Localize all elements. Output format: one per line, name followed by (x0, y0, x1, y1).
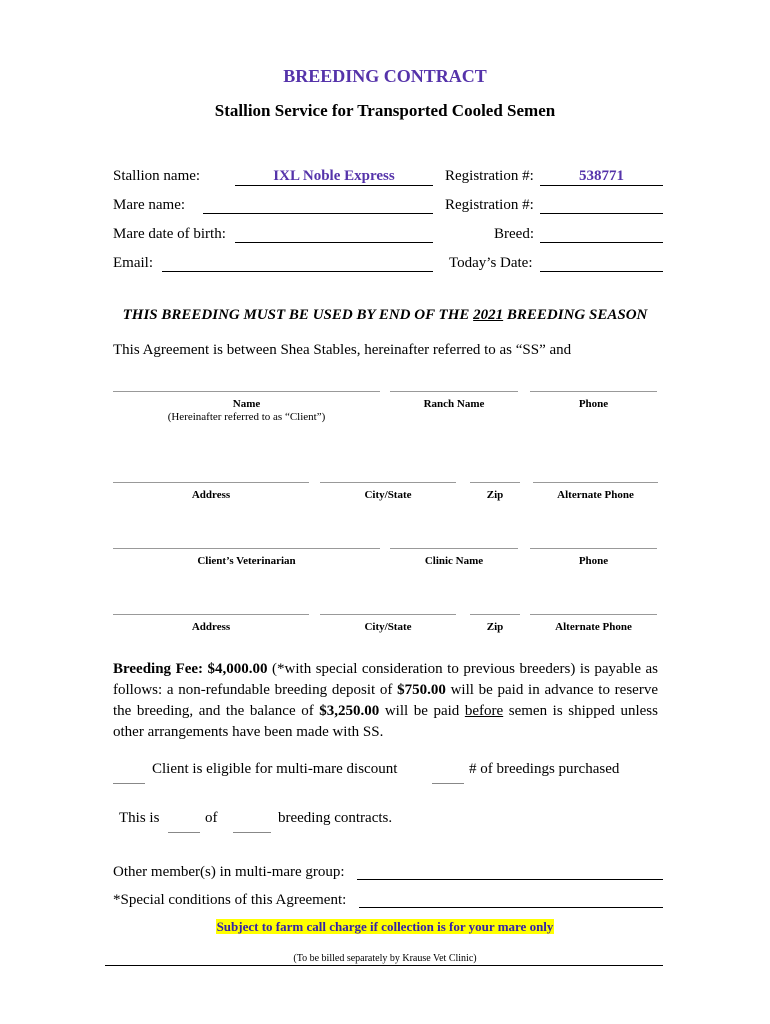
client-name-subcaption: (Hereinafter referred to as “Client”) (167, 411, 326, 423)
client-name-caption: Name (232, 398, 261, 410)
discount-label: Client is eligible for multi-mare discount (152, 761, 398, 777)
mare-name-field[interactable] (203, 213, 433, 214)
registration-field-mare[interactable] (540, 213, 663, 214)
vet-altphone-caption: Alternate Phone (555, 621, 632, 633)
vet-address-field[interactable] (113, 614, 309, 615)
client-altphone-caption: Alternate Phone (557, 489, 634, 501)
breedings-label: # of breedings purchased (469, 761, 620, 777)
document-title: BREEDING CONTRACT (283, 66, 487, 86)
vet-name-caption: Client’s Veterinarian (197, 555, 296, 567)
of-label: of (205, 810, 218, 826)
fee-text-1: (*with special consideration to previous breeders) is payable as follows: a non-refundable breeding deposit of (113, 661, 658, 698)
client-name-field[interactable] (113, 391, 380, 392)
client-address-field[interactable] (113, 482, 309, 483)
agreement-text: This Agreement is between Shea Stables, hereinafter referred to as “SS” and (113, 342, 572, 358)
client-ranch-caption: Ranch Name (423, 398, 485, 410)
discount-check-field[interactable] (113, 783, 145, 784)
vet-citystate-field[interactable] (320, 614, 456, 615)
fee-balance: $3,250.00 (319, 703, 380, 719)
vet-citystate-caption: City/State (364, 621, 412, 633)
client-citystate-caption: City/State (364, 489, 412, 501)
client-citystate-field[interactable] (320, 482, 456, 483)
breeding-fee-paragraph (113, 659, 658, 743)
client-altphone-field[interactable] (533, 482, 658, 483)
mare-dob-field[interactable] (235, 242, 433, 243)
vet-phone-field[interactable] (530, 548, 657, 549)
this-is-label: This is (119, 810, 160, 826)
vet-clinic-field[interactable] (390, 548, 518, 549)
client-ranch-field[interactable] (390, 391, 518, 392)
fee-deposit: $750.00 (397, 682, 446, 698)
vet-altphone-field[interactable] (530, 614, 657, 615)
season-notice (0, 307, 770, 324)
registration-field-stallion[interactable] (540, 185, 663, 186)
contract-number-field[interactable] (168, 832, 200, 833)
farm-call-notice (0, 919, 770, 935)
other-members-label: Other member(s) in multi-mare group: (113, 864, 345, 880)
special-conditions-label: *Special conditions of this Agreement: (113, 892, 347, 908)
vet-zip-field[interactable] (470, 614, 520, 615)
fee-text-3: will be paid (379, 703, 465, 719)
client-zip-caption: Zip (486, 489, 504, 501)
client-zip-field[interactable] (470, 482, 520, 483)
client-address-caption: Address (191, 489, 231, 501)
vet-zip-caption: Zip (486, 621, 504, 633)
contracts-label: breeding contracts. (278, 810, 393, 826)
registration-label-mare: Registration #: (445, 197, 534, 213)
todays-date-label: Today’s Date: (449, 255, 533, 271)
vet-phone-caption: Phone (578, 555, 609, 567)
stallion-name-field[interactable] (235, 185, 433, 186)
special-conditions-field[interactable] (359, 907, 663, 908)
fee-text-4: semen is shipped unless other arrangements have been made with SS. (113, 703, 658, 740)
breed-label: Breed: (494, 226, 534, 242)
season-prefix: THIS BREEDING MUST BE USED BY END OF THE (122, 307, 474, 323)
client-phone-caption: Phone (578, 398, 609, 410)
season-year: 2021 (473, 307, 504, 323)
billing-footnote: (To be billed separately by Krause Vet Clinic) (293, 953, 477, 964)
other-members-field[interactable] (357, 879, 663, 880)
fee-text-2: will be paid in advance to reserve the breeding, and the balance of (113, 682, 658, 719)
breed-field[interactable] (540, 242, 663, 243)
fee-label: Breeding Fee: $4,000.00 (113, 661, 268, 677)
season-suffix: BREEDING SEASON (503, 307, 648, 323)
stallion-name-value: IXL Noble Express (273, 168, 395, 184)
mare-dob-label: Mare date of birth: (113, 226, 226, 242)
document-subtitle: Stallion Service for Transported Cooled Semen (214, 101, 556, 120)
email-label: Email: (113, 255, 153, 271)
contract-total-field[interactable] (233, 832, 271, 833)
registration-label-stallion: Registration #: (445, 168, 534, 184)
registration-value-stallion: 538771 (579, 168, 624, 184)
fee-before: before (464, 703, 504, 719)
farm-call-highlight: Subject to farm call charge if collection is for your mare only (216, 919, 554, 934)
vet-address-caption: Address (191, 621, 231, 633)
todays-date-field[interactable] (540, 271, 663, 272)
breedings-count-field[interactable] (432, 783, 464, 784)
mare-name-label: Mare name: (113, 197, 186, 213)
vet-name-field[interactable] (113, 548, 380, 549)
footer-rule (105, 965, 663, 966)
client-phone-field[interactable] (530, 391, 657, 392)
vet-clinic-caption: Clinic Name (424, 555, 484, 567)
stallion-name-label: Stallion name: (113, 168, 201, 184)
email-field[interactable] (162, 271, 433, 272)
